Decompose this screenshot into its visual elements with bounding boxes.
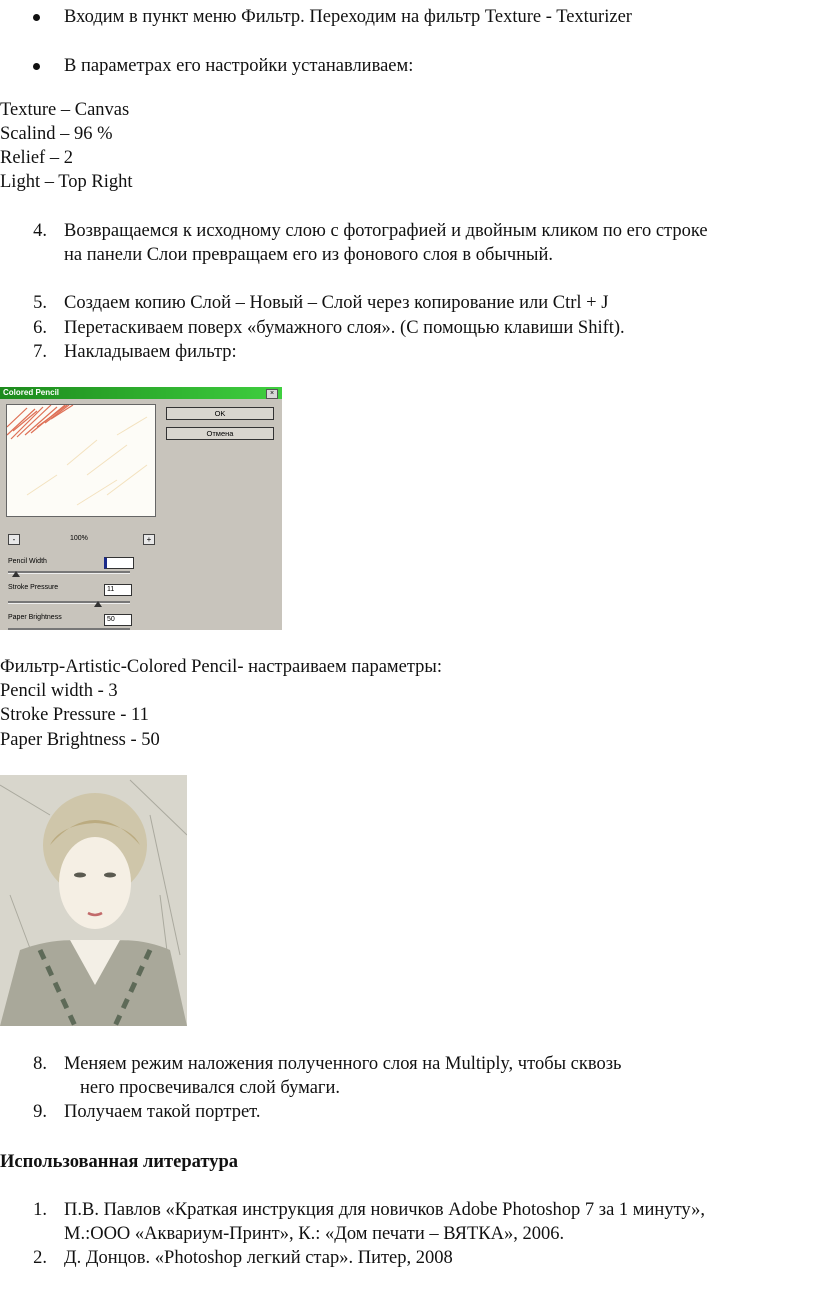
step-number: 7. xyxy=(33,342,47,362)
step-number: 5. xyxy=(33,293,47,313)
cancel-button[interactable]: Отмена xyxy=(166,427,274,440)
stroke-pressure-label: Stroke Pressure xyxy=(8,584,59,591)
zoom-level: 100% xyxy=(70,535,88,542)
step-parameters: В параметрах его настройки устанавливаем: xyxy=(64,56,414,76)
param-scaling: Scalind – 96 % xyxy=(0,124,113,144)
step-9: Получаем такой портрет. xyxy=(64,1102,261,1122)
dialog-titlebar xyxy=(0,387,282,399)
param-relief: Relief – 2 xyxy=(0,148,73,168)
close-icon[interactable]: × xyxy=(266,389,278,399)
stroke-pressure-field[interactable]: 11 xyxy=(104,584,132,596)
param-texture: Texture – Canvas xyxy=(0,100,130,120)
colored-pencil-heading: Фильтр-Artistic-Colored Pencil- настраиваем параметры: xyxy=(0,657,442,677)
pencil-width-field[interactable] xyxy=(104,557,134,569)
zoom-in-button[interactable]: + xyxy=(143,534,155,545)
pencil-width-slider[interactable] xyxy=(8,571,130,574)
slider-thumb[interactable] xyxy=(94,601,102,607)
ok-button[interactable]: OK xyxy=(166,407,274,420)
filter-preview xyxy=(6,404,156,517)
step-5: Создаем копию Слой – Новый – Слой через копирование или Ctrl + J xyxy=(64,293,609,313)
step-6: Перетаскиваем поверх «бумажного слоя». (С помощью клавиши Shift). xyxy=(64,318,625,338)
pencil-width-label: Pencil Width xyxy=(8,558,47,565)
step-number: 8. xyxy=(33,1054,47,1074)
stroke-pressure-slider[interactable] xyxy=(8,601,130,604)
step-number: 6. xyxy=(33,318,47,338)
literature-item-2: Д. Донцов. «Photoshop легкий стар». Питер, 2008 xyxy=(64,1248,453,1268)
step-number: 9. xyxy=(33,1102,47,1122)
step-number: 4. xyxy=(33,221,47,241)
step-7: Накладываем фильтр: xyxy=(64,342,237,362)
param-paper-brightness: Paper Brightness - 50 xyxy=(0,730,160,750)
bullet-icon xyxy=(33,63,40,70)
param-light: Light – Top Right xyxy=(0,172,133,192)
paper-brightness-slider[interactable] xyxy=(8,628,130,630)
bullet-icon xyxy=(33,14,40,21)
pencil-portrait xyxy=(0,775,187,1026)
step-4-line2: на панели Слои превращаем его из фонового слоя в обычный. xyxy=(64,245,554,265)
literature-number: 1. xyxy=(33,1200,47,1220)
paper-brightness-label: Paper Brightness xyxy=(8,614,62,621)
paper-brightness-field[interactable]: 50 xyxy=(104,614,132,626)
param-pencil-width: Pencil width - 3 xyxy=(0,681,118,701)
zoom-out-button[interactable]: - xyxy=(8,534,20,545)
step-4-line1: Возвращаемся к исходному слою с фотографией и двойным кликом по его строке xyxy=(64,221,708,241)
colored-pencil-dialog xyxy=(0,387,282,630)
slider-thumb[interactable] xyxy=(12,571,20,577)
literature-number: 2. xyxy=(33,1248,47,1268)
literature-item-1-line2: М.:ООО «Аквариум-Принт», К.: «Дом печати – ВЯТКА», 2006. xyxy=(64,1224,565,1244)
dialog-title: Colored Pencil xyxy=(3,388,60,397)
pencil-strokes-preview xyxy=(7,405,155,516)
portrait-result-image xyxy=(0,775,187,1026)
param-stroke-pressure: Stroke Pressure - 11 xyxy=(0,705,149,725)
step-8-line1: Меняем режим наложения полученного слоя на Multiply, чтобы сквозь xyxy=(64,1054,622,1074)
literature-item-1-line1: П.В. Павлов «Краткая инструкция для новичков Adobe Photoshop 7 за 1 минуту», xyxy=(64,1200,705,1220)
literature-heading: Использованная литература xyxy=(0,1152,239,1172)
step-8-line2: него просвечивался слой бумаги. xyxy=(80,1078,341,1098)
step-menu-filter: Входим в пункт меню Фильтр. Переходим на фильтр Texture - Texturizer xyxy=(64,7,632,27)
